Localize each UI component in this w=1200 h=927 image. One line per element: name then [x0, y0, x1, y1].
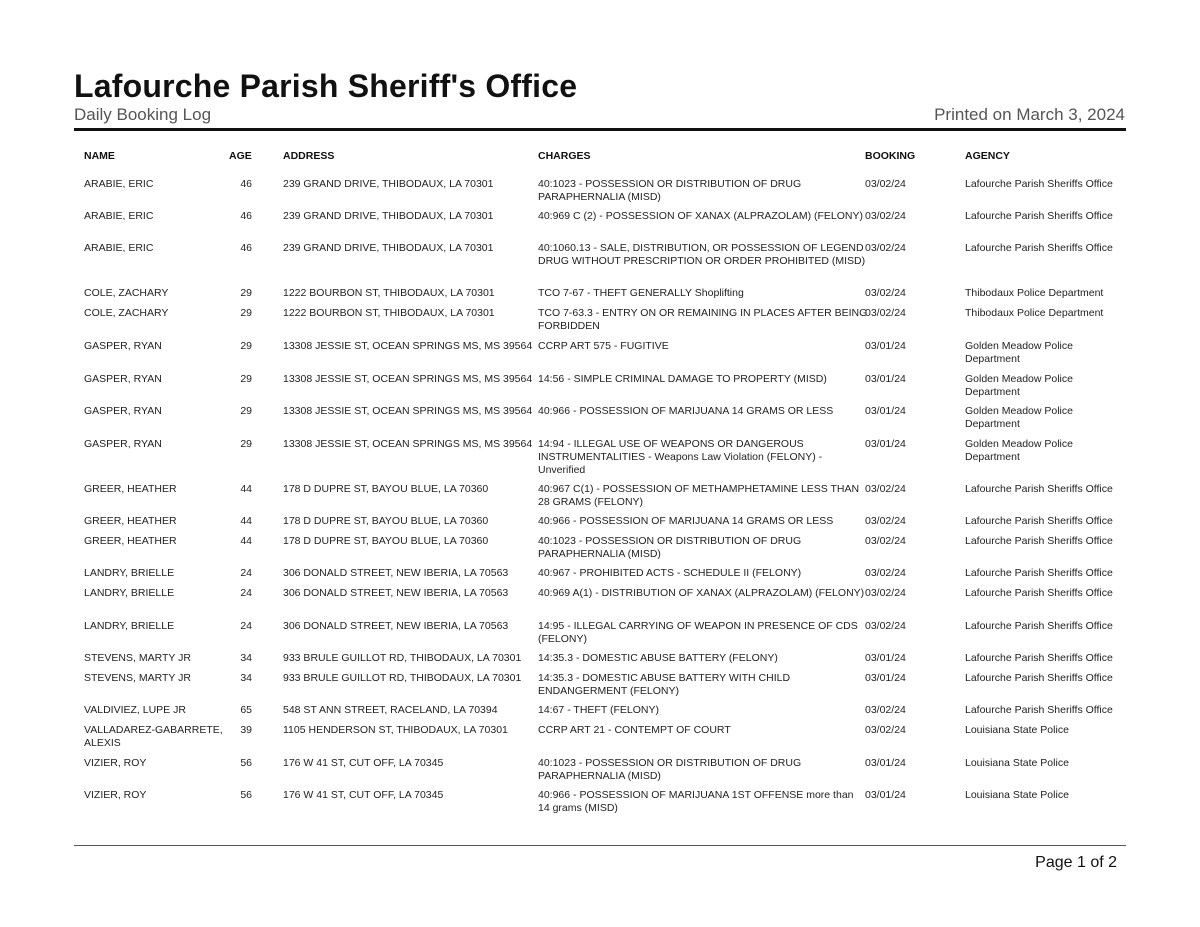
booking-date: 03/02/24	[865, 242, 906, 254]
column-header-agency: AGENCY	[965, 150, 1010, 162]
booking-date: 03/02/24	[865, 307, 906, 319]
booking-charges: 40:1023 - POSSESSION OR DISTRIBUTION OF DRUG PARAPHERNALIA (MISD)	[538, 178, 802, 203]
table-row	[0, 704, 1200, 724]
booking-age: 44	[240, 535, 252, 547]
booking-date: 03/01/24	[865, 652, 906, 664]
booking-agency: Louisiana State Police	[965, 724, 1069, 736]
booking-name: ARABIE, ERIC	[84, 242, 154, 254]
booking-date: 03/02/24	[865, 567, 906, 579]
table-row	[0, 567, 1200, 587]
table-row	[0, 483, 1200, 515]
booking-age: 29	[240, 307, 252, 319]
booking-date: 03/02/24	[865, 178, 906, 190]
booking-age: 29	[240, 340, 252, 352]
table-row	[0, 789, 1200, 821]
booking-charges: 14:67 - THEFT (FELONY)	[538, 704, 659, 716]
booking-address: 178 D DUPRE ST, BAYOU BLUE, LA 70360	[283, 535, 489, 547]
booking-name: GREER, HEATHER	[84, 483, 177, 495]
booking-name: GASPER, RYAN	[84, 373, 162, 385]
booking-address: 13308 JESSIE ST, OCEAN SPRINGS MS, MS 39564	[283, 373, 533, 385]
column-header-address: ADDRESS	[283, 150, 335, 162]
booking-address: 1105 HENDERSON ST, THIBODAUX, LA 70301	[283, 724, 508, 736]
booking-address: 176 W 41 ST, CUT OFF, LA 70345	[283, 789, 444, 801]
booking-name: VIZIER, ROY	[84, 757, 147, 769]
table-row	[0, 535, 1200, 567]
booking-charges: 40:966 - POSSESSION OF MARIJUANA 14 GRAMS OR LESS	[538, 405, 834, 417]
column-header-name: NAME	[84, 150, 115, 162]
booking-agency: Lafourche Parish Sheriffs Office	[965, 242, 1113, 254]
booking-charges: TCO 7-63.3 - ENTRY ON OR REMAINING IN PLACES AFTER BEING FORBIDDEN	[538, 307, 868, 332]
booking-date: 03/02/24	[865, 587, 906, 599]
booking-age: 24	[240, 567, 252, 579]
table-row	[0, 405, 1200, 438]
booking-age: 56	[240, 757, 252, 769]
booking-name: GREER, HEATHER	[84, 535, 177, 547]
booking-name: COLE, ZACHARY	[84, 287, 169, 299]
booking-agency: Lafourche Parish Sheriffs Office	[965, 178, 1113, 190]
printed-date: Printed on March 3, 2024	[934, 105, 1125, 124]
booking-name: STEVENS, MARTY JR	[84, 672, 191, 684]
booking-charges: 14:35.3 - DOMESTIC ABUSE BATTERY WITH CHILD ENDANGERMENT (FELONY)	[538, 672, 791, 697]
booking-date: 03/01/24	[865, 672, 906, 684]
booking-age: 29	[240, 405, 252, 417]
booking-address: 306 DONALD STREET, NEW IBERIA, LA 70563	[283, 567, 509, 579]
booking-table-body	[0, 178, 1200, 821]
booking-charges: 40:1060.13 - SALE, DISTRIBUTION, OR POSSESSION OF LEGEND DRUG WITHOUT PRESCRIPTION OR ORDER PROHIBITED (MISD)	[538, 242, 866, 267]
booking-name: VALDIVIEZ, LUPE JR	[84, 704, 186, 716]
booking-address: 548 ST ANN STREET, RACELAND, LA 70394	[283, 704, 498, 716]
table-row	[0, 438, 1200, 483]
booking-age: 24	[240, 620, 252, 632]
booking-age: 44	[240, 515, 252, 527]
table-row	[0, 515, 1200, 535]
booking-address: 13308 JESSIE ST, OCEAN SPRINGS MS, MS 39564	[283, 340, 533, 352]
booking-age: 34	[240, 672, 252, 684]
table-row	[0, 242, 1200, 287]
booking-address: 178 D DUPRE ST, BAYOU BLUE, LA 70360	[283, 483, 489, 495]
booking-charges: 14:95 - ILLEGAL CARRYING OF WEAPON IN PRESENCE OF CDS (FELONY)	[538, 620, 858, 645]
booking-charges: CCRP ART 575 - FUGITIVE	[538, 340, 669, 352]
booking-agency: Thibodaux Police Department	[965, 307, 1104, 319]
booking-charges: CCRP ART 21 - CONTEMPT OF COURT	[538, 724, 731, 736]
booking-age: 65	[240, 704, 252, 716]
booking-date: 03/02/24	[865, 724, 906, 736]
booking-agency: Lafourche Parish Sheriffs Office	[965, 672, 1113, 684]
table-row	[0, 757, 1200, 789]
booking-age: 46	[240, 210, 252, 222]
booking-charges: 14:35.3 - DOMESTIC ABUSE BATTERY (FELONY)	[538, 652, 778, 664]
column-header-age: AGE	[229, 150, 252, 162]
table-row	[0, 178, 1200, 210]
booking-charges: 40:966 - POSSESSION OF MARIJUANA 1ST OFFENSE more than 14 grams (MISD)	[538, 789, 854, 814]
booking-agency: Lafourche Parish Sheriffs Office	[965, 704, 1113, 716]
booking-agency: Golden Meadow Police Department	[965, 438, 1073, 463]
table-row	[0, 287, 1200, 307]
booking-address: 1222 BOURBON ST, THIBODAUX, LA 70301	[283, 307, 495, 319]
booking-agency: Lafourche Parish Sheriffs Office	[965, 515, 1113, 527]
booking-charges: 40:967 - PROHIBITED ACTS - SCHEDULE II (FELONY)	[538, 567, 802, 579]
booking-name: LANDRY, BRIELLE	[84, 587, 175, 599]
column-header-charges: CHARGES	[538, 150, 591, 162]
booking-name: GASPER, RYAN	[84, 438, 162, 450]
booking-charges: 14:56 - SIMPLE CRIMINAL DAMAGE TO PROPERTY (MISD)	[538, 373, 827, 385]
booking-name: GREER, HEATHER	[84, 515, 177, 527]
booking-agency: Lafourche Parish Sheriffs Office	[965, 652, 1113, 664]
booking-charges: 14:94 - ILLEGAL USE OF WEAPONS OR DANGEROUS INSTRUMENTALITIES - Weapons Law Violation (FELONY) - Unverified	[538, 438, 823, 476]
booking-date: 03/02/24	[865, 620, 906, 632]
booking-name: GASPER, RYAN	[84, 405, 162, 417]
booking-name: VIZIER, ROY	[84, 789, 147, 801]
booking-name: ARABIE, ERIC	[84, 210, 154, 222]
booking-age: 34	[240, 652, 252, 664]
table-row	[0, 307, 1200, 340]
booking-agency: Golden Meadow Police Department	[965, 340, 1073, 365]
booking-charges: TCO 7-67 - THEFT GENERALLY Shoplifting	[538, 287, 744, 299]
booking-charges: 40:967 C(1) - POSSESSION OF METHAMPHETAMINE LESS THAN 28 GRAMS (FELONY)	[538, 483, 860, 508]
booking-date: 03/02/24	[865, 210, 906, 222]
booking-date: 03/02/24	[865, 515, 906, 527]
booking-age: 44	[240, 483, 252, 495]
table-row	[0, 587, 1200, 620]
booking-date: 03/01/24	[865, 438, 906, 450]
booking-date: 03/01/24	[865, 340, 906, 352]
booking-address: 1222 BOURBON ST, THIBODAUX, LA 70301	[283, 287, 495, 299]
page-number: Page 1 of 2	[1035, 854, 1117, 871]
booking-date: 03/01/24	[865, 373, 906, 385]
header-divider	[74, 128, 1126, 131]
booking-age: 29	[240, 438, 252, 450]
booking-name: ARABIE, ERIC	[84, 178, 154, 190]
booking-address: 239 GRAND DRIVE, THIBODAUX, LA 70301	[283, 178, 494, 190]
booking-agency: Thibodaux Police Department	[965, 287, 1104, 299]
booking-charges: 40:966 - POSSESSION OF MARIJUANA 14 GRAMS OR LESS	[538, 515, 834, 527]
booking-name: LANDRY, BRIELLE	[84, 620, 175, 632]
table-row	[0, 373, 1200, 405]
booking-address: 306 DONALD STREET, NEW IBERIA, LA 70563	[283, 620, 509, 632]
booking-agency: Lafourche Parish Sheriffs Office	[965, 210, 1113, 222]
booking-age: 46	[240, 178, 252, 190]
report-subtitle: Daily Booking Log	[74, 105, 212, 124]
booking-age: 29	[240, 373, 252, 385]
table-row	[0, 620, 1200, 652]
booking-agency: Louisiana State Police	[965, 789, 1069, 801]
column-header-booking: BOOKING	[865, 150, 916, 162]
booking-address: 239 GRAND DRIVE, THIBODAUX, LA 70301	[283, 210, 494, 222]
table-row	[0, 672, 1200, 704]
table-row	[0, 652, 1200, 672]
table-row	[0, 724, 1200, 757]
booking-date: 03/01/24	[865, 789, 906, 801]
table-header	[0, 150, 1200, 164]
booking-name: COLE, ZACHARY	[84, 307, 169, 319]
booking-address: 239 GRAND DRIVE, THIBODAUX, LA 70301	[283, 242, 494, 254]
booking-address: 176 W 41 ST, CUT OFF, LA 70345	[283, 757, 444, 769]
booking-address: 933 BRULE GUILLOT RD, THIBODAUX, LA 70301	[283, 652, 522, 664]
booking-age: 56	[240, 789, 252, 801]
booking-date: 03/01/24	[865, 405, 906, 417]
booking-date: 03/02/24	[865, 483, 906, 495]
booking-date: 03/02/24	[865, 535, 906, 547]
booking-charges: 40:1023 - POSSESSION OR DISTRIBUTION OF DRUG PARAPHERNALIA (MISD)	[538, 535, 802, 560]
booking-date: 03/02/24	[865, 704, 906, 716]
table-row	[0, 210, 1200, 242]
booking-charges: 40:1023 - POSSESSION OR DISTRIBUTION OF DRUG PARAPHERNALIA (MISD)	[538, 757, 802, 782]
booking-agency: Lafourche Parish Sheriffs Office	[965, 483, 1113, 495]
booking-charges: 40:969 A(1) - DISTRIBUTION OF XANAX (ALPRAZOLAM) (FELONY)	[538, 587, 865, 599]
booking-age: 39	[240, 724, 252, 736]
booking-address: 13308 JESSIE ST, OCEAN SPRINGS MS, MS 39564	[283, 405, 533, 417]
booking-agency: Lafourche Parish Sheriffs Office	[965, 567, 1113, 579]
booking-name: LANDRY, BRIELLE	[84, 567, 175, 579]
booking-agency: Lafourche Parish Sheriffs Office	[965, 620, 1113, 632]
booking-name: STEVENS, MARTY JR	[84, 652, 191, 664]
booking-agency: Golden Meadow Police Department	[965, 373, 1073, 398]
booking-address: 13308 JESSIE ST, OCEAN SPRINGS MS, MS 39564	[283, 438, 533, 450]
booking-agency: Lafourche Parish Sheriffs Office	[965, 535, 1113, 547]
booking-agency: Golden Meadow Police Department	[965, 405, 1073, 430]
booking-name: GASPER, RYAN	[84, 340, 162, 352]
booking-age: 24	[240, 587, 252, 599]
booking-name: VALLADAREZ-GABARRETE, ALEXIS	[84, 724, 223, 749]
booking-address: 306 DONALD STREET, NEW IBERIA, LA 70563	[283, 587, 509, 599]
booking-date: 03/01/24	[865, 757, 906, 769]
table-row	[0, 340, 1200, 373]
booking-date: 03/02/24	[865, 287, 906, 299]
page-title: Lafourche Parish Sheriff's Office	[74, 68, 578, 104]
booking-agency: Louisiana State Police	[965, 757, 1069, 769]
booking-age: 46	[240, 242, 252, 254]
booking-address: 178 D DUPRE ST, BAYOU BLUE, LA 70360	[283, 515, 489, 527]
booking-address: 933 BRULE GUILLOT RD, THIBODAUX, LA 70301	[283, 672, 522, 684]
booking-charges: 40:969 C (2) - POSSESSION OF XANAX (ALPRAZOLAM) (FELONY)	[538, 210, 863, 222]
booking-age: 29	[240, 287, 252, 299]
footer-divider	[74, 845, 1126, 846]
booking-agency: Lafourche Parish Sheriffs Office	[965, 587, 1113, 599]
